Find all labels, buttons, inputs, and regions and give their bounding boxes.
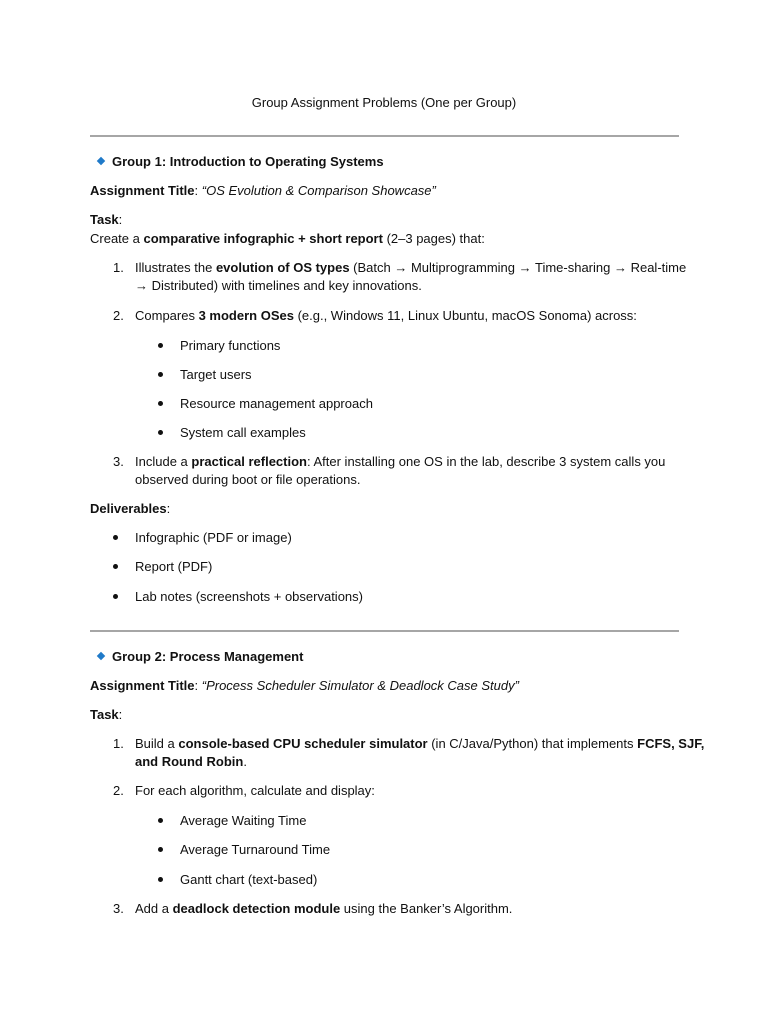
group2-heading: Group 2: Process Management [112, 649, 304, 664]
group1-item3-text: Include a practical reflection: After installing one OS in the lab, describe 3 system calls you [135, 454, 666, 469]
round-bullet-icon [158, 847, 163, 852]
list-item: Resource management approach [180, 396, 373, 411]
group1-task-label: Task: [90, 212, 123, 227]
round-bullet-icon [158, 818, 163, 823]
list-item: Average Turnaround Time [180, 842, 331, 857]
deliverable-item: Report (PDF) [135, 559, 213, 574]
section-divider [90, 630, 679, 632]
group1-item1-text: Illustrates the evolution of OS types (Batch → Multiprogramming → Time-sharing → Real-time [135, 260, 687, 275]
group2-item1-text-cont: and Round Robin. [135, 754, 247, 769]
group1-item3-text-cont: observed during boot or file operations. [135, 472, 361, 487]
diamond-bullet-icon [97, 157, 105, 165]
round-bullet-icon [113, 535, 118, 540]
group2-item1-text: Build a console-based CPU scheduler simulator (in C/Java/Python) that implements FCFS, SJF, [135, 736, 705, 751]
group1-assignment-title: “OS Evolution & Comparison Showcase” [201, 183, 436, 198]
group1-task-intro: Create a comparative infographic + short report (2–3 pages) that: [90, 231, 485, 246]
round-bullet-icon [113, 564, 118, 569]
section-divider [90, 135, 679, 137]
group1-item2-text: Compares 3 modern OSes (e.g., Windows 11, Linux Ubuntu, macOS Sonoma) across: [135, 308, 637, 323]
round-bullet-icon [113, 594, 118, 599]
group2-item2-number: 2. [113, 783, 124, 798]
group1-item3-number: 3. [113, 454, 124, 469]
list-item: Gantt chart (text-based) [180, 872, 318, 887]
round-bullet-icon [158, 343, 163, 348]
list-item: Primary functions [180, 338, 281, 353]
group2-item3-number: 3. [113, 901, 124, 916]
deliverable-item: Infographic (PDF or image) [135, 530, 292, 545]
group1-assignment-line: Assignment Title: “OS Evolution & Comparison Showcase” [90, 183, 436, 198]
group1-heading: Group 1: Introduction to Operating Systems [112, 154, 384, 169]
group1-item1-text-cont: → Distributed) with timelines and key innovations. [135, 278, 422, 293]
round-bullet-icon [158, 877, 163, 882]
group2-item1-number: 1. [113, 736, 124, 751]
group2-item2-text: For each algorithm, calculate and display: [135, 783, 375, 798]
list-item: Average Waiting Time [180, 813, 307, 828]
group2-assignment-title: “Process Scheduler Simulator & Deadlock Case Study” [201, 678, 519, 693]
document-title: Group Assignment Problems (One per Group) [251, 95, 517, 110]
group2-task-label: Task: [90, 707, 123, 722]
list-item: System call examples [180, 425, 306, 440]
group1-item2-number: 2. [113, 308, 124, 323]
group2-item3-text: Add a deadlock detection module using the Banker’s Algorithm. [135, 901, 513, 916]
group2-assignment-line: Assignment Title: “Process Scheduler Simulator & Deadlock Case Study” [90, 678, 519, 693]
group1-item1-number: 1. [113, 260, 124, 275]
round-bullet-icon [158, 430, 163, 435]
deliverable-item: Lab notes (screenshots + observations) [135, 589, 363, 604]
diamond-bullet-icon [97, 652, 105, 660]
round-bullet-icon [158, 372, 163, 377]
list-item: Target users [180, 367, 252, 382]
group1-deliverables-label: Deliverables: [90, 501, 171, 516]
round-bullet-icon [158, 401, 163, 406]
